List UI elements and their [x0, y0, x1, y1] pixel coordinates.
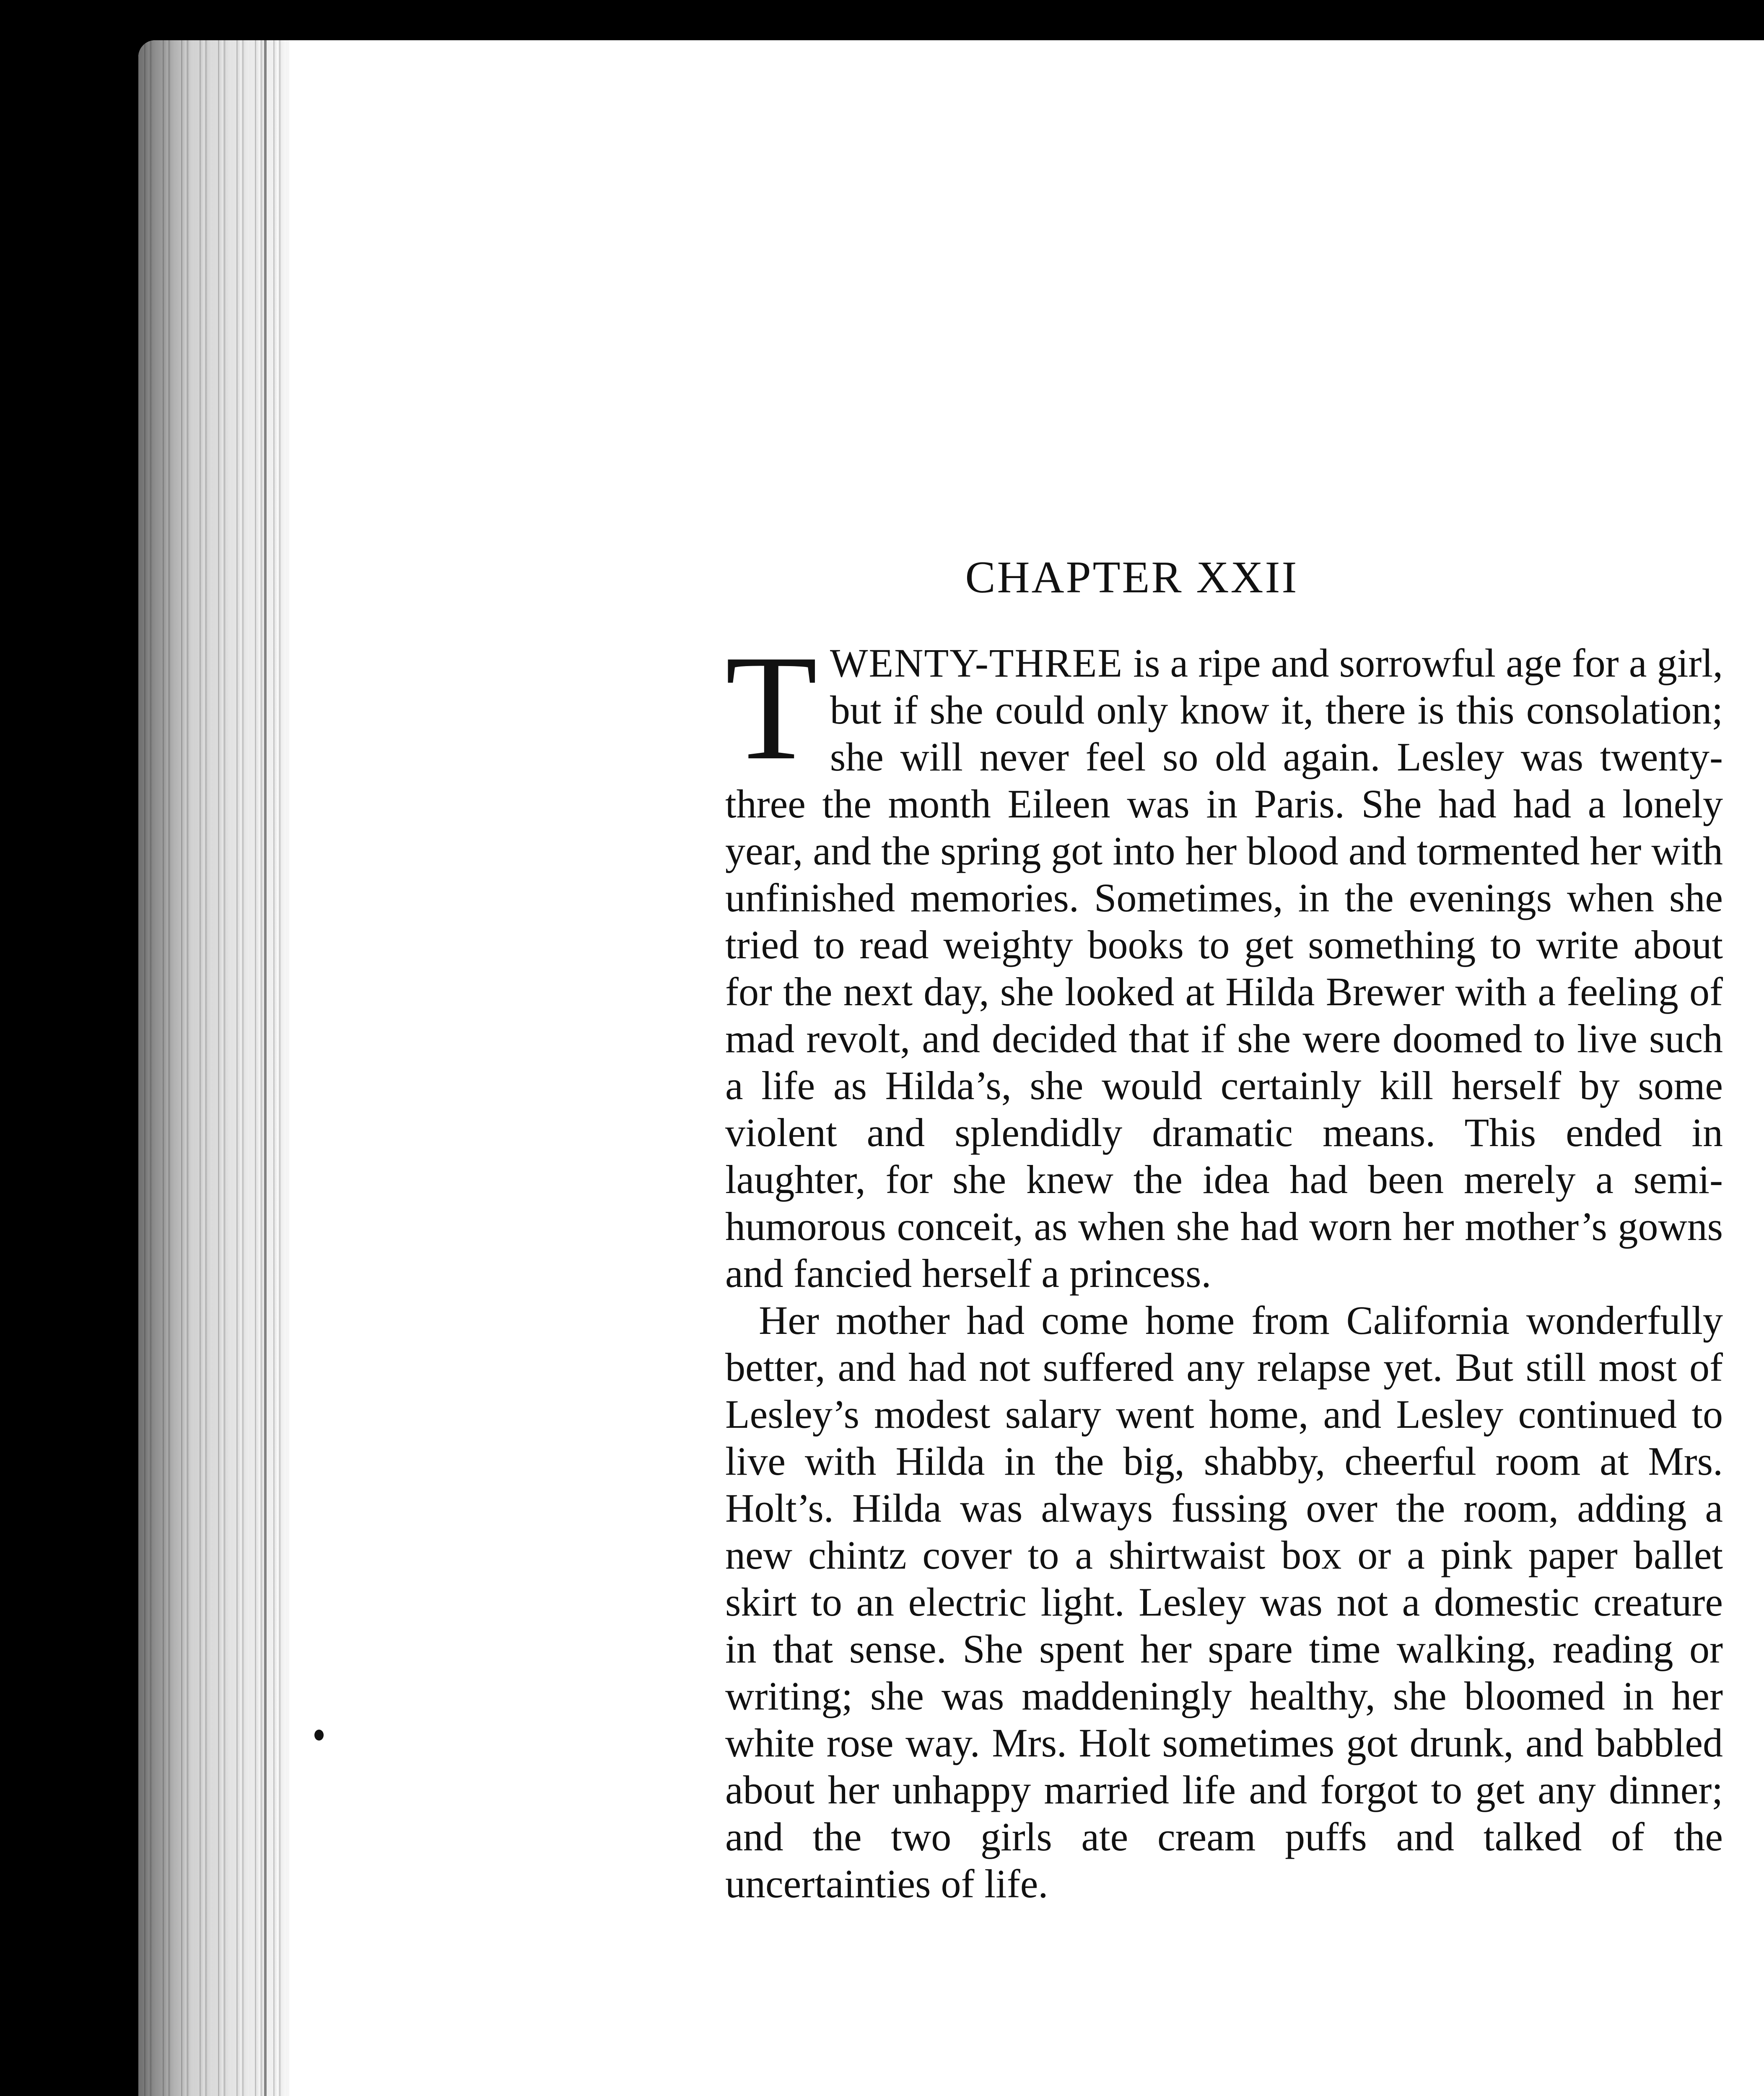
paragraph-2: Her mother had come home from California wonderfully better, and had not suffered any relapse yet. But still most of Lesley’s modest salary went home, and Lesley continued to live with Hilda in the big, shabby, cheerful room at Mrs. Holt’s. Hilda was always fussing over the room, adding a new chintz cover to a shirtwaist box or a pink paper ballet skirt to an electric light. Lesley was not a domestic creature in that sense. She spent her spare time walking, reading or writing; she was maddeningly healthy, she bloomed in her white rose way. Mrs. Holt sometimes got drunk, and babbled about her unhappy married life and forgot to get any dinner; and the two girls ate cream puffs and talked of the uncertainties of life.: [725, 1298, 1723, 1906]
paragraph-1: [725, 624, 1723, 1297]
chapter-title: CHAPTER XXII: [965, 553, 1299, 602]
binding-line: [264, 40, 267, 2096]
ink-speck: [314, 1730, 324, 1741]
lead-word: WENTY-THREE: [830, 641, 1123, 685]
drop-cap: T: [725, 624, 817, 791]
paragraph-1-body: is a ripe and sorrowful age for a girl, but if she could only know it, there is this consolation; she will never feel so old again. Lesley was twenty-three the month Eileen was in Paris. She had had a lonely year, and the spring got into her blood and tormented her with unfinished memories. Sometimes, in the evenings when she tried to read weighty books to get something to write about for the next day, she looked at Hilda Brewer with a feeling of mad revolt, and decided that if she were doomed to live such a life as Hilda’s, she would certainly kill herself by some violent and splendidly dramatic means. This ended in laughter, for she knew the idea had been merely a semi-humorous conceit, as when she had worn her mother’s gowns and fancied herself a princess.: [725, 641, 1723, 1296]
book-page: [138, 40, 1764, 2096]
gutter-shadow: [138, 40, 289, 2096]
body-text: [725, 624, 1723, 1907]
